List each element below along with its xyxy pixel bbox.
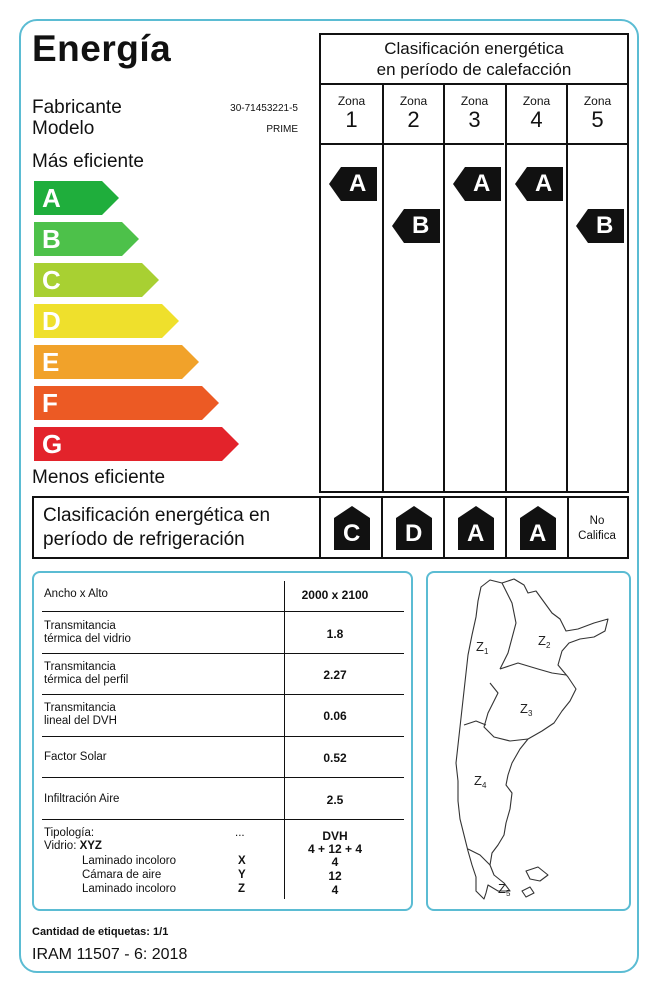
spec-rule: [42, 611, 404, 612]
heating-zone-1: [321, 85, 382, 491]
spec-size-value: 2000 x 2100: [301, 588, 369, 602]
spec-air-value: 2.5: [326, 793, 344, 807]
heating-rating-badge: [392, 209, 440, 248]
spec-typology-value: DVH: [322, 829, 348, 843]
label-quantity: Cantidad de etiquetas: 1/1: [32, 926, 169, 938]
cooling-title-line1: Clasificación energética en: [43, 505, 271, 526]
cooling-zone-2: [381, 498, 443, 557]
spec-profile-label-1: Transmitancia: [44, 661, 116, 673]
efficiency-bar-letter: B: [42, 224, 61, 254]
zone-number: 2: [407, 107, 420, 132]
efficiency-bar-a: [34, 181, 119, 215]
spec-typology-dots: ...: [235, 827, 245, 839]
zone-word: Zona: [522, 94, 551, 108]
cooling-zone-4: [505, 498, 567, 557]
label-title: Energía: [32, 28, 172, 69]
zone-header: [507, 85, 566, 145]
heating-zone-3: [443, 85, 504, 491]
zone-border-1-2: [500, 583, 516, 669]
spec-dvh-label-2: lineal del DVH: [44, 715, 117, 727]
heating-zone-4: [505, 85, 566, 491]
manufacturer-value: 30-71453221-5: [230, 103, 298, 114]
glass-layer-name: Laminado incoloro: [82, 883, 176, 895]
heating-rating-badge: [576, 209, 624, 248]
cooling-rating-badge: [458, 506, 494, 555]
efficiency-bar-d: [34, 304, 179, 338]
zone-word: Zona: [460, 94, 489, 108]
zone-word: Zona: [399, 94, 428, 108]
argentina-map: [428, 573, 629, 909]
spec-rule: [42, 694, 404, 695]
zone-border-1-4: [464, 721, 486, 725]
zone-3-label: $Z_3$: [520, 701, 533, 718]
most-efficient-label: Más eficiente: [32, 151, 144, 172]
model-label: Modelo: [32, 118, 95, 139]
spec-rule: [42, 653, 404, 654]
zone-number: 4: [530, 107, 543, 132]
cooling-title-line2: período de refrigeración: [43, 529, 245, 550]
efficiency-bar-letter: D: [42, 306, 61, 336]
efficiency-bar-letter: F: [42, 388, 58, 418]
glass-layer-value: 4: [331, 855, 339, 869]
climate-zone-map-panel: [426, 571, 631, 911]
cooling-rating-letter: A: [467, 520, 485, 547]
cooling-zone-5: [567, 498, 625, 557]
cooling-rating-letter: A: [529, 520, 547, 547]
efficiency-bar-b: [34, 222, 139, 256]
zone-header: [568, 85, 627, 145]
spec-air-label: Infiltración Aire: [44, 793, 120, 805]
spec-glass-value: 1.8: [326, 627, 344, 641]
heating-rating-letter: A: [535, 170, 553, 197]
spec-solar-label: Factor Solar: [44, 751, 107, 763]
heating-title-line2: en período de calefacción: [376, 60, 572, 79]
zone-1-label: $Z_1$: [476, 639, 489, 656]
efficiency-bar-e: [34, 345, 199, 379]
cooling-zone-3: [443, 498, 505, 557]
zone-header: [445, 85, 504, 145]
heating-zone-2: [382, 85, 443, 491]
heating-title-line1: Clasificación energética: [384, 39, 564, 58]
heating-rating-badge: [329, 167, 377, 206]
zone-number: 1: [345, 107, 358, 132]
specs-panel: [32, 571, 413, 911]
heating-rating-letter: B: [596, 212, 614, 239]
glass-layer-key: X: [238, 855, 246, 867]
spec-dvh-label-1: Transmitancia: [44, 702, 116, 714]
efficiency-bar-g: [34, 427, 239, 461]
glass-code-label: Vidrio:: [44, 840, 77, 852]
spec-dvh-label: [44, 702, 117, 728]
efficiency-bar-f: [34, 386, 219, 420]
zone-2-label: $Z_2$: [538, 633, 551, 650]
zone-number: 3: [468, 107, 481, 132]
spec-rule: [42, 736, 404, 737]
zone-header: [321, 85, 382, 145]
glass-layer-key: Z: [238, 883, 246, 895]
spec-glass-label-2: térmica del vidrio: [44, 633, 131, 645]
spec-glass-label-1: Transmitancia: [44, 620, 116, 632]
zone-border-2-3: [500, 663, 566, 675]
heating-rating-letter: B: [412, 212, 430, 239]
efficiency-bar-letter: C: [42, 265, 61, 295]
heating-rating-letter: A: [349, 170, 367, 197]
cooling-rating-badge: [396, 506, 432, 555]
cooling-rating-badge: [520, 506, 556, 555]
spec-rule: [42, 777, 404, 778]
heating-rating-badge: [515, 167, 563, 206]
heating-title: [321, 35, 627, 85]
spec-solar-value: 0.52: [323, 751, 347, 765]
zone-number: 5: [591, 107, 604, 132]
glass-layer-name: Laminado incoloro: [82, 855, 176, 867]
spec-profile-label: [44, 661, 128, 687]
efficiency-bar-letter: E: [42, 347, 60, 377]
model-value: PRIME: [266, 124, 298, 135]
no-rating-text: [569, 514, 625, 544]
spec-size-label: Ancho x Alto: [44, 588, 108, 600]
zone-header: [384, 85, 443, 145]
spec-composition: 4 + 12 + 4: [307, 842, 363, 856]
spec-glass-label: [44, 620, 131, 646]
spec-profile-value: 2.27: [323, 668, 347, 682]
efficiency-bar-c: [34, 263, 159, 297]
cooling-rating-row: [32, 496, 629, 559]
spec-glass-code: [44, 840, 102, 853]
cooling-rating-badge: [334, 506, 370, 555]
glass-layer-name: Cámara de aire: [82, 869, 162, 881]
spec-dvh-value: 0.06: [323, 709, 347, 723]
zone-word: Zona: [337, 94, 366, 108]
least-efficient-label: Menos eficiente: [32, 467, 166, 488]
iram-standard: IRAM 11507 - 6: 2018: [32, 946, 188, 963]
zone-5-label: $Z_5$: [498, 881, 511, 898]
manufacturer-label: Fabricante: [32, 97, 122, 118]
spec-rule: [42, 819, 404, 820]
glass-layer-value: 12: [328, 869, 342, 883]
cooling-rating-letter: D: [405, 520, 423, 547]
tierra-del-fuego: [526, 867, 548, 881]
no-rating-line1: No: [589, 515, 605, 527]
cooling-rating-letter: C: [343, 520, 361, 547]
zone-4-label: $Z_4$: [474, 773, 487, 790]
cooling-title: [43, 504, 270, 552]
spec-typology-label: Tipología:: [44, 827, 95, 839]
glass-code-value: XYZ: [79, 840, 102, 852]
cooling-zone-1: [319, 498, 381, 557]
glass-layer-key: Y: [238, 869, 246, 881]
heating-rating-letter: A: [473, 170, 491, 197]
heating-rating-badge: [453, 167, 501, 206]
efficiency-bar-letter: A: [42, 183, 61, 213]
efficiency-bar-letter: G: [42, 429, 63, 459]
glass-layer-value: 4: [331, 883, 339, 897]
heating-zone-5: [566, 85, 627, 491]
spec-profile-label-2: térmica del perfil: [44, 674, 129, 686]
zone-word: Zona: [583, 94, 612, 108]
heating-rating-table: [319, 33, 629, 493]
malvinas-islands: [522, 887, 534, 897]
map-outline: [456, 579, 608, 899]
no-rating-line2: Califica: [578, 530, 616, 542]
